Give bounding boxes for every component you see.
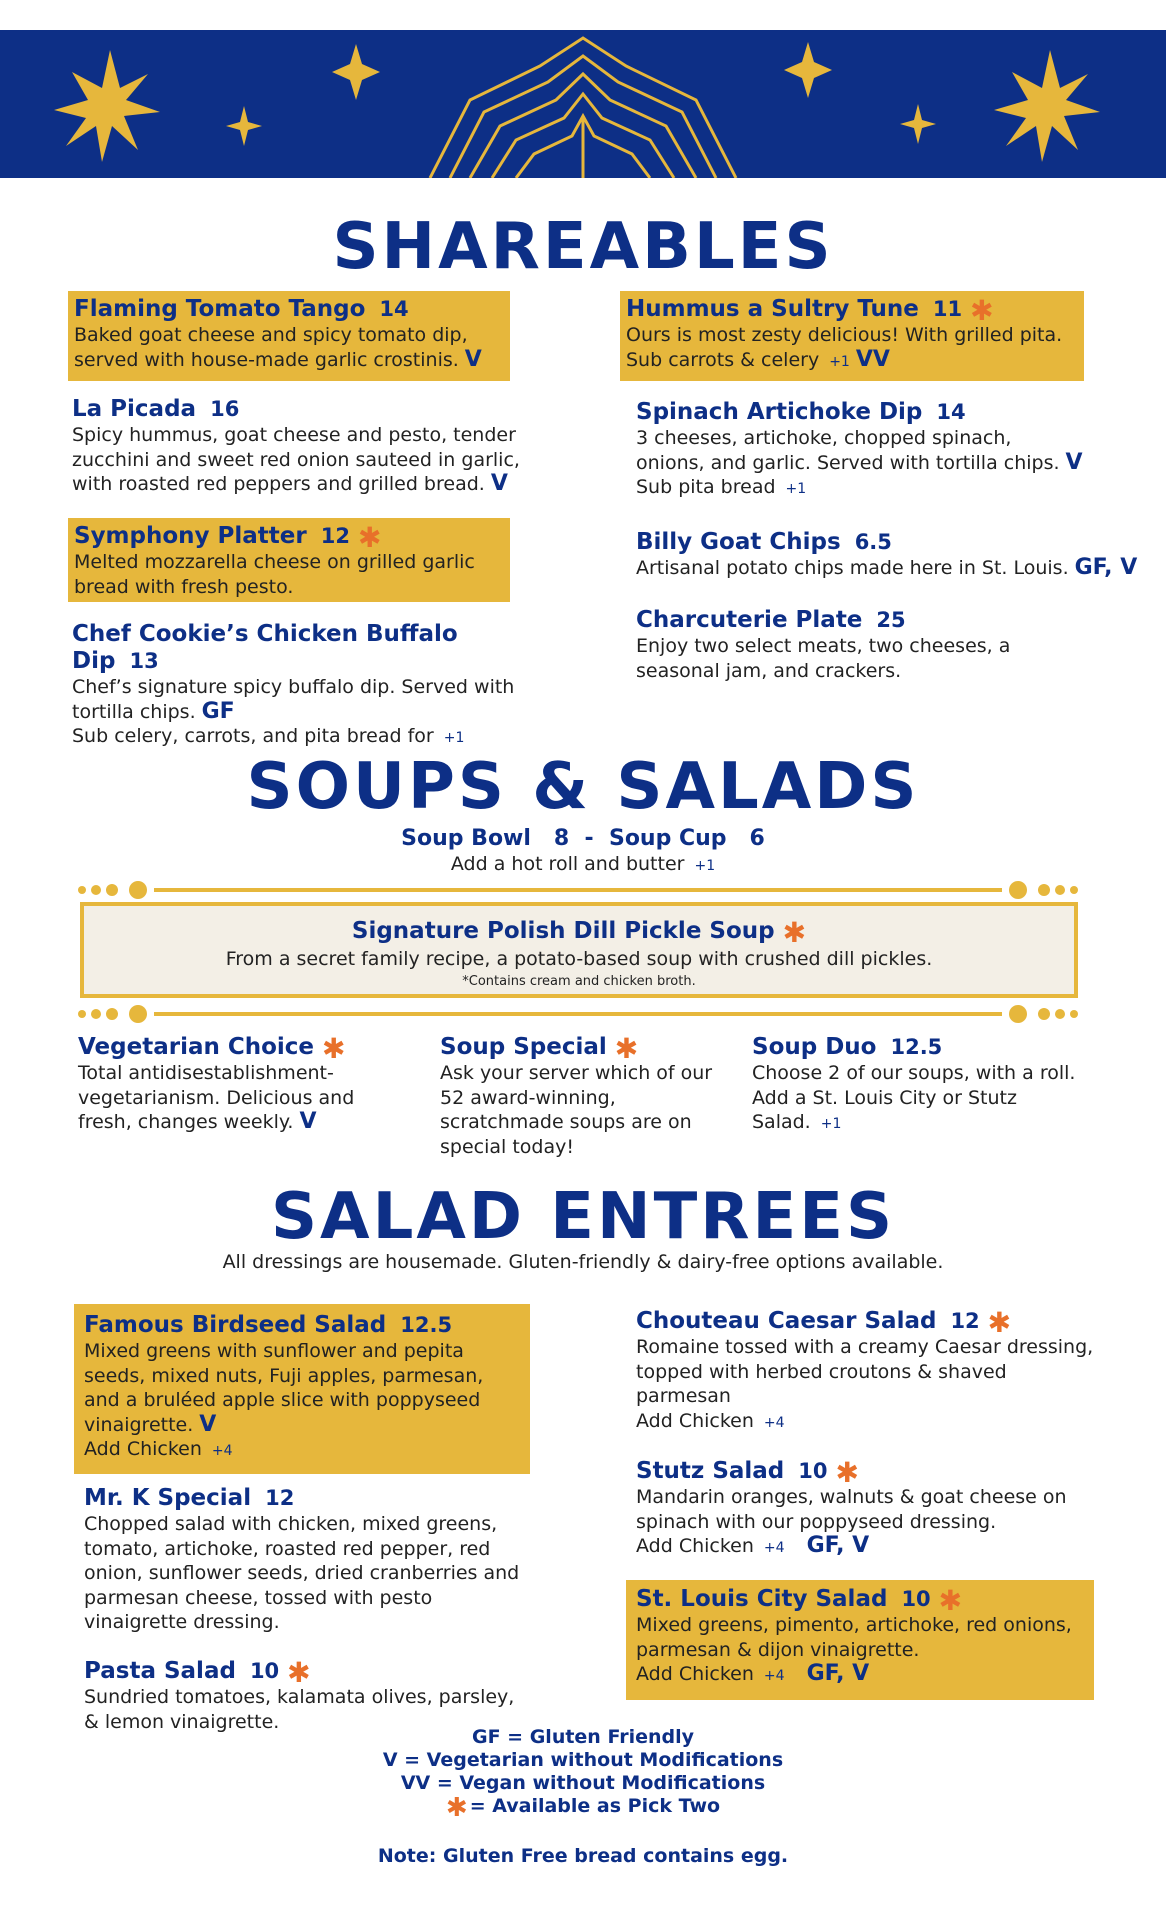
menu-item (636, 607, 1056, 683)
asterisk-icon: ✱ (938, 1584, 963, 1617)
item-name: Symphony Platter (74, 523, 307, 549)
item-name: Soup Special (440, 1034, 607, 1060)
asterisk-icon: ✱ (287, 1656, 311, 1689)
item-desc: Enjoy two select meats, two cheeses, a seasonal jam, and crackers. (636, 635, 1011, 682)
legend-gf: GF = Gluten Friendly (471, 1726, 695, 1748)
menu-item (68, 291, 510, 381)
item-name: Flaming Tomato Tango (74, 296, 366, 322)
item-price: 12.5 (400, 1313, 453, 1337)
menu-item (78, 1034, 378, 1135)
item-price: 12.5 (890, 1035, 943, 1059)
legend-pick-two: = Available as Pick Two (469, 1795, 721, 1817)
diet-tag: V (199, 1411, 217, 1437)
header-banner (0, 30, 1166, 178)
diet-tag: V (1065, 449, 1083, 475)
asterisk-icon: ✱ (445, 1793, 468, 1823)
diet-tag: GF, V (806, 1533, 870, 1558)
item-price: 10 (901, 1587, 931, 1611)
diet-tag: VV (855, 346, 890, 372)
item-price: 12 (320, 524, 350, 548)
menu-item (620, 291, 1084, 381)
menu-item (636, 399, 1086, 502)
asterisk-icon: ✱ (357, 521, 382, 554)
item-name: St. Louis City Salad (636, 1586, 888, 1612)
item-price: 12 (265, 1486, 295, 1510)
menu-item (636, 529, 1146, 581)
soup-addon (0, 853, 1166, 875)
sub-price: +1 (829, 353, 850, 370)
menu-item (636, 1308, 1096, 1435)
asterisk-icon: ✱ (987, 1306, 1012, 1339)
item-name: Famous Birdseed Salad (84, 1312, 387, 1338)
menu-item (626, 1580, 1094, 1700)
item-sub: Sub celery, carrots, and pita bread for (72, 725, 434, 747)
legend-vv: VV = Vegan without Modifications (400, 1772, 766, 1794)
item-name: Vegetarian Choice (78, 1034, 315, 1060)
item-desc: Spicy hummus, goat cheese and pesto, tender zucchini and sweet red onion sauteed in garlic, with roasted red peppers and grilled bread. (72, 424, 520, 495)
item-price: 14 (936, 400, 966, 424)
menu-item (72, 621, 522, 751)
item-desc: Mandarin oranges, walnuts & goat cheese on spinach with our poppyseed dressing. (636, 1486, 1067, 1533)
asterisk-icon: ✱ (322, 1032, 346, 1065)
asterisk-icon: ✱ (782, 916, 807, 949)
menu-item (72, 396, 522, 497)
decorative-divider (76, 880, 1080, 900)
menu-item (84, 1658, 524, 1734)
item-desc: Mixed greens, pimento, artichoke, red onions, parmesan & dijon vinaigrette. (636, 1614, 1072, 1661)
sub-price: +1 (785, 481, 807, 497)
small-star-icon (226, 106, 262, 146)
item-name: La Picada (72, 396, 197, 422)
sub-price: +4 (211, 1443, 233, 1459)
sub-price: +4 (763, 1414, 785, 1431)
item-desc: Baked goat cheese and spicy tomato dip, served with house-made garlic crostinis. (74, 324, 468, 371)
diet-tag: GF, V (806, 1661, 870, 1686)
signature-soup-box (80, 902, 1078, 998)
signature-soup-note: *Contains cream and chicken broth. (462, 974, 696, 989)
addon-price: +1 (694, 858, 716, 874)
soups-title: SOUPS & SALADS (246, 750, 920, 824)
item-sub: Sub pita bread (636, 476, 776, 498)
gluten-free-note: Note: Gluten Free bread contains egg. (377, 1845, 789, 1867)
legend-v: V = Vegetarian without Modifications (382, 1749, 784, 1771)
item-name: Mr. K Special (84, 1485, 252, 1511)
item-name: Pasta Salad (84, 1658, 236, 1684)
item-desc: Chopped salad with chicken, mixed greens, tomato, artichoke, roasted red pepper, red onion, sunflower seeds, dried cranberries and parmesan cheese, tossed with pesto vinaigrette dressing. (84, 1513, 520, 1633)
sub-price: +1 (443, 730, 465, 746)
diet-tag: GF, V (1074, 555, 1138, 580)
item-sub: Add Chicken (84, 1438, 202, 1460)
menu-item (74, 1304, 530, 1474)
menu-item (752, 1034, 1092, 1137)
item-price: 6.5 (854, 530, 892, 554)
sunburst-ornament (430, 38, 736, 178)
item-name: Soup Duo (752, 1034, 877, 1060)
item-desc: Choose 2 of our soups, with a roll. Add a St. Louis City or Stutz Salad. (752, 1062, 1076, 1133)
menu-item (440, 1034, 730, 1159)
sub-price: +1 (820, 1116, 842, 1132)
sub-price: +4 (763, 1540, 785, 1556)
item-desc: Sundried tomatoes, kalamata olives, parsley, & lemon vinaigrette. (84, 1686, 515, 1733)
item-desc: Ask your server which of our 52 award-winning, scratchmade soups are on special today! (440, 1062, 713, 1158)
menu-item (68, 518, 510, 602)
item-desc: Total antidisestablishment-vegetarianism. Delicious and fresh, changes weekly. (78, 1062, 355, 1133)
large-star-icon (54, 50, 160, 162)
item-price: 16 (210, 397, 240, 421)
menu-item (84, 1485, 524, 1635)
item-sub: Sub carrots & celery (626, 348, 820, 371)
item-desc: Melted mozzarella cheese on grilled garlic bread with fresh pesto. (74, 551, 475, 598)
item-desc: Romaine tossed with a creamy Caesar dressing, topped with herbed croutons & shaved parmesan (636, 1336, 1094, 1407)
signature-soup-name: Signature Polish Dill Pickle Soup (351, 918, 775, 944)
sub-price: +4 (763, 1668, 785, 1684)
signature-soup-desc: From a secret family recipe, a potato-based soup with crushed dill pickles. (225, 948, 933, 970)
soup-pricing: Soup Bowl 8 - Soup Cup 6 (401, 826, 765, 851)
menu-item (636, 1458, 1096, 1561)
item-sub: Add Chicken (636, 1663, 754, 1685)
item-price: 13 (129, 649, 159, 673)
decorative-divider (76, 1004, 1080, 1024)
legend (0, 1726, 1166, 1823)
item-name: Charcuterie Plate (636, 607, 863, 633)
item-desc: Chef’s signature spicy buffalo dip. Served with tortilla chips. (72, 676, 515, 723)
item-name: Hummus a Sultry Tune (626, 296, 919, 322)
item-desc: Mixed greens with sunflower and pepita seeds, mixed nuts, Fuji apples, parmesan, and a bruléed apple slice with poppyseed vinaigrette. (84, 1340, 484, 1436)
item-name: Chef Cookie’s Chicken Buffalo Dip (72, 621, 458, 674)
large-star-icon (994, 50, 1100, 162)
small-star-icon (900, 104, 936, 144)
item-price: 10 (249, 1659, 280, 1683)
item-name: Billy Goat Chips (636, 529, 841, 555)
item-price: 14 (379, 297, 409, 321)
item-price: 12 (950, 1309, 980, 1333)
asterisk-icon: ✱ (614, 1032, 639, 1065)
item-desc: Ours is most zesty delicious! With grilled pita. (626, 324, 1063, 346)
asterisk-icon: ✱ (835, 1456, 859, 1489)
item-price: 25 (876, 608, 906, 632)
shareables-title: SHAREABLES (332, 210, 834, 284)
item-name: Chouteau Caesar Salad (636, 1308, 937, 1334)
item-price: 11 (932, 297, 963, 321)
diet-tag: V (299, 1109, 317, 1134)
star-icon (784, 42, 832, 98)
salads-title: SALAD ENTREES (270, 1180, 896, 1254)
diet-tag: V (464, 346, 482, 372)
diet-tag: GF (201, 698, 235, 724)
dressings-note: All dressings are housemade. Gluten-friendly & dairy-free options available. (222, 1251, 944, 1273)
item-name: Stutz Salad (636, 1458, 785, 1484)
starburst-icons (0, 30, 1166, 178)
item-desc: Artisanal potato chips made here in St. Louis. (636, 557, 1069, 579)
item-sub: Add Chicken (636, 1409, 754, 1432)
item-name: Spinach Artichoke Dip (636, 399, 923, 425)
diet-tag: V (490, 471, 508, 496)
addon-text: Add a hot roll and butter (450, 853, 685, 875)
item-desc: 3 cheeses, artichoke, chopped spinach, onions, and garlic. Served with tortilla chips. (636, 427, 1060, 474)
item-sub: Add Chicken (636, 1535, 754, 1557)
star-icon (332, 44, 380, 100)
item-price: 10 (798, 1459, 828, 1483)
asterisk-icon: ✱ (970, 294, 994, 327)
